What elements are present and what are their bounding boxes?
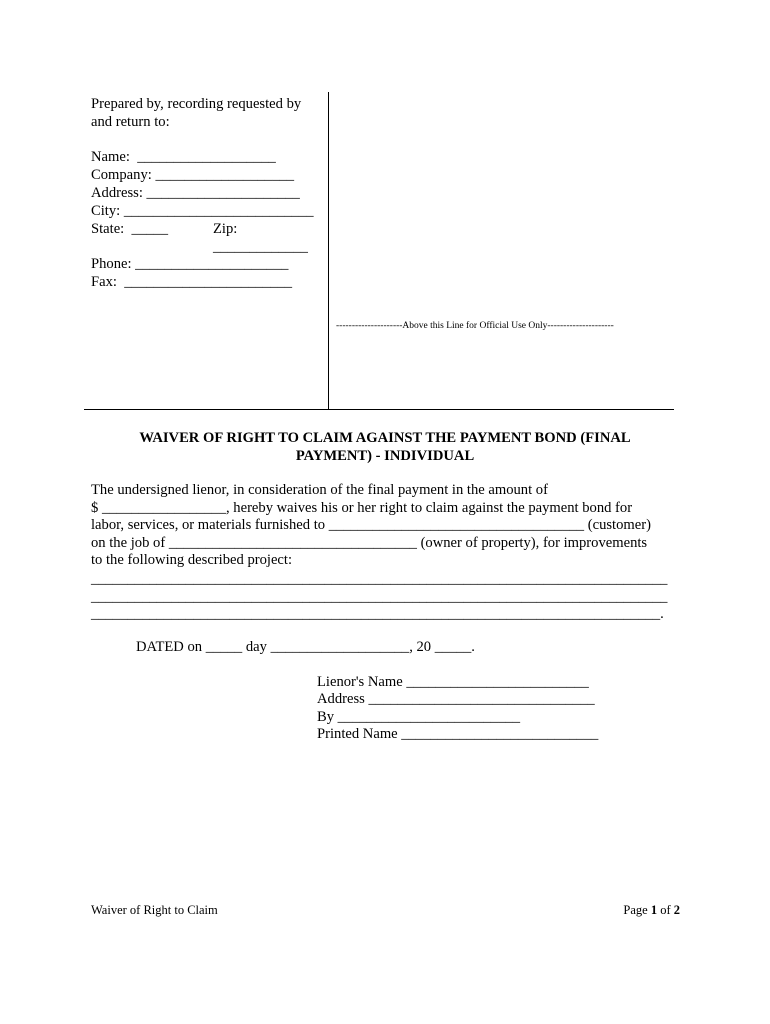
project-blank-line-3[interactable]: ______________________________________________________________________________. [91, 606, 664, 622]
lienor-name-field[interactable]: Lienor's Name _________________________ [317, 674, 589, 690]
page-prefix: Page [623, 903, 651, 917]
official-use-line: ---------------------Above this Line for Official Use Only--------------------- [336, 321, 614, 331]
body-line-2: $ _________________, hereby waives his or her right to claim against the payment bond for [91, 500, 633, 516]
body-line-5: to the following described project: [91, 552, 293, 568]
page-current: 1 [650, 903, 658, 917]
state-field[interactable]: State: _____ [91, 221, 169, 237]
prepared-by-line1: Prepared by, recording requested by [91, 96, 302, 112]
project-blank-line-2[interactable]: _______________________________________________________________________________ [91, 589, 668, 605]
lienor-by-field[interactable]: By _________________________ [317, 709, 521, 725]
document-title-line2: PAYMENT) - INDIVIDUAL [295, 448, 475, 464]
address-field[interactable]: Address: _____________________ [91, 185, 300, 201]
page-of: of [657, 903, 674, 917]
city-field[interactable]: City: __________________________ [91, 203, 314, 219]
phone-field[interactable]: Phone: _____________________ [91, 256, 289, 272]
project-blank-line-1[interactable]: _______________________________________________________________________________ [91, 571, 668, 587]
zip-label: Zip: [213, 221, 238, 237]
fax-field[interactable]: Fax: _______________________ [91, 274, 293, 290]
name-field[interactable]: Name: ___________________ [91, 149, 276, 165]
header-horizontal-divider [84, 409, 674, 410]
dated-line[interactable]: DATED on _____ day ___________________, 20 _____. [136, 639, 475, 655]
document-title-line1: WAIVER OF RIGHT TO CLAIM AGAINST THE PAYMENT BOND (FINAL [139, 430, 631, 446]
company-field[interactable]: Company: ___________________ [91, 167, 295, 183]
body-line-1: The undersigned lienor, in consideration of the final payment in the amount of [91, 482, 548, 498]
header-vertical-divider [328, 92, 329, 410]
printed-name-field[interactable]: Printed Name ___________________________ [317, 726, 599, 742]
lienor-address-field[interactable]: Address _______________________________ [317, 691, 595, 707]
footer-title: Waiver of Right to Claim [91, 903, 218, 917]
page-number [623, 902, 680, 918]
prepared-by-line2: and return to: [91, 114, 170, 130]
page-total: 2 [673, 903, 680, 917]
body-line-3: labor, services, or materials furnished to ___________________________________ (customer) [91, 517, 651, 533]
zip-field[interactable]: _____________ [213, 239, 308, 255]
body-line-4: on the job of __________________________________ (owner of property), for improvements [91, 535, 648, 551]
